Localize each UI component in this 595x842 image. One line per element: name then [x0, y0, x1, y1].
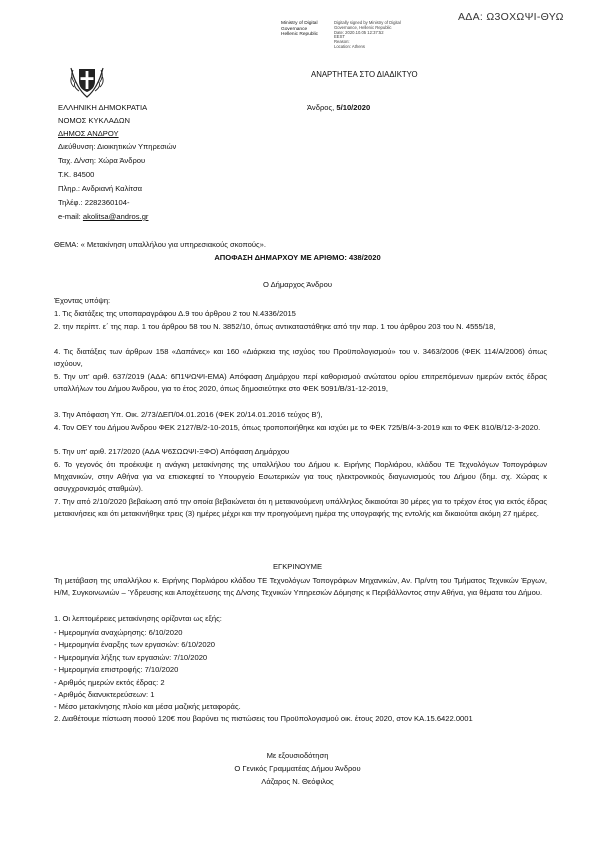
detail-item: - Ημερομηνία αναχώρησης: 6/10/2020: [54, 628, 183, 637]
detail-item: - Ημερομηνία έναρξης των εργασιών: 6/10/2020: [54, 640, 216, 650]
header-email: [58, 212, 148, 221]
signature-org-line: Ministry of Digital: [281, 21, 318, 26]
signature-org-line: Hellenic Republic: [281, 32, 319, 38]
header-info: Πληρ.: Ανδριανή Καλίτσα: [58, 184, 143, 193]
closing-authorization: Με εξουσιοδότηση: [266, 751, 329, 760]
signature-details: [334, 21, 404, 50]
details-list: [54, 627, 547, 714]
subject-line: ΘΕΜΑ: « Μετακίνηση υπαλλήλου για υπηρεσιακούς σκοπούς».: [54, 240, 267, 249]
approve-text: Τη μετάβαση της υπαλλήλου κ. Ειρήνης Πορλιάρου κλάδου ΤΕ Τεχνολόγων Τοπογράφων Μηχανικών, Αν. Πρ/ντη του Τμήματος Τεχνικών Έργων, Η/Μ, Συγκοινωνιών – Ύδρευσης και Αποχέτευσης της Δ/νσης Τεχνικών Υπηρεσιών Δόμησης κ Περιβάλλοντος στην Αθήνα, για θέματα του Δήμου.: [54, 576, 547, 598]
signature-block: [281, 21, 401, 51]
consideration-item: 4. Τον ΟΕΥ του Δήμου Άνδρου ΦΕΚ 2127/Β/2-10-2015, όπως τροποποιήθηκε και ισχύει με το ΦΕΚ 725/Β/4-3-2019 και το ΦΕΚ 810/Β/12-3-2020.: [54, 423, 541, 432]
signature-line: EEST: [334, 34, 345, 40]
header-phone: Τηλέφ.: 2282360104-: [58, 198, 130, 207]
closing-name: Λάζαρος Ν. Θεόφιλος: [261, 777, 334, 786]
detail-item: - Ημερομηνία λήξης των εργασιών: 7/10/2020: [54, 652, 208, 662]
detail-item: - Αριθμός διανυκτερεύσεων: 1: [54, 690, 155, 700]
consideration-item: 1. Τις διατάξεις της υποπαραγράφου Δ.9 του άρθρου 2 του Ν.4336/2015: [54, 309, 296, 318]
place-date-value: 5/10/2020: [336, 103, 371, 112]
header-prefecture: ΝΟΜΟΣ ΚΥΚΛΑΔΩΝ: [58, 116, 130, 125]
mayor-title: Ο Δήμαρχος Άνδρου: [263, 280, 332, 289]
header-republic: ΕΛΛΗΝΙΚΗ ΔΗΜΟΚΡΑΤΙΑ: [58, 103, 148, 112]
signature-line: Digitally signed by Ministry of Digital: [334, 20, 401, 25]
place-date: [307, 103, 370, 112]
budget-text: 2. Διαθέτουμε πίστωση ποσού 120€ που βαρύνει τις πιστώσεις του Προϋπολογισμού οικ. έτους 2020, στον ΚΑ.15.6422.0001: [54, 714, 473, 723]
details-intro: 1. Οι λεπτομέρειες μετακίνησης ορίζονται ως εξής:: [54, 614, 222, 623]
coat-of-arms-emblem: [67, 62, 107, 100]
consideration-item: 4. Τις διατάξεις των άρθρων 158 «Δαπάνες» και 160 «Διάρκεια της ισχύος του Προϋπολογισμού» του ν. 3463/2006 (ΦΕΚ 114/Α/2006) όπως ισχύουν,: [54, 347, 547, 369]
decision-title: ΑΠΟΦΑΣΗ ΔΗΜΑΡΧΟΥ ΜΕ ΑΡΙΘΜΟ: 438/2020: [214, 253, 381, 262]
consideration-item: 5. Την υπ' αριθ. 217/2020 (ΑΔΑ Ψ6ΣΩΩΨΙ-ΞΦΟ) Απόφαση Δημάρχου: [54, 447, 290, 456]
email-link[interactable]: akolitsa@andros.gr: [82, 212, 149, 221]
email-label: e-mail:: [58, 212, 83, 221]
ada-code: ΑΔΑ: Ω3ΟΧΩΨΙ-ΘΥΩ: [458, 11, 564, 23]
consideration-item: 6. Το γεγονός ότι προέκυψε η ανάγκη μετακίνησης της υπαλλήλου του Δήμου κ. Ειρήνης Πορλιάρου, κλάδου ΤΕ Τεχνολόγων Τοπογράφων Μηχανικών, στην Αθήνα για να επισκεφτεί το Υπουργείο Εσωτερικών για τους ηλεκτρονικούς διαγωνισμούς του Δήμου (δημ. σχ. Χώρας κ ασυγχρονισμός σταθμών).: [54, 460, 547, 494]
consideration-item: 7. Την από 2/10/2020 βεβαίωση από την οποία βεβαιώνεται ότι η μετακινούμενη υπάλληλος δικαιούται 30 μέρες για το τρέχον έτος για εκτός έδρας μετακινήσεις και ότι μετακινήθηκε τρεις (3) ημέρες μέχρι και την προηγούμενη ημέρα της υπογραφής της εντολής και δικαιούται ακόμη 27 ημέρες.: [54, 497, 547, 519]
consideration-item: 5. Την υπ' αριθ. 637/2019 (ΑΔΑ: 6Π1ΨΩΨΙ-ΕΜΑ) Απόφαση Δημάρχου περί καθορισμού ανώτατου ορίου επιτρεπόμενων ημερών εκτός έδρας υπαλλήλων του Δήμου Άνδρου, για το έτος 2020, όπως δημοσιεύτηκε στο ΦΕΚ 5091/Β/31-12-2019,: [54, 372, 547, 394]
place-date-prefix: Άνδρος,: [307, 103, 337, 112]
header-address: Ταχ. Δ/νση: Χώρα Άνδρου: [58, 156, 146, 165]
detail-item: - Αριθμός ημερών εκτός έδρας: 2: [54, 677, 165, 687]
consideration-item: 2. την περίπτ. ε΄ της παρ. 1 του άρθρου 58 του Ν. 3852/10, όπως αντικαταστάθηκε από την παρ. 1 του άρθρου 203 του Ν. 4555/18,: [54, 322, 496, 331]
signature-line: Date: 2020.10.05 12:37:52: [334, 29, 384, 35]
detail-item: - Ημερομηνία επιστροφής: 7/10/2020: [54, 665, 179, 675]
header-directorate: Διεύθυνση: Διοικητικών Υπηρεσιών: [58, 142, 177, 151]
header-postcode: Τ.Κ. 84500: [58, 170, 95, 179]
approve-heading: ΕΓΚΡΙΝΟΥΜΕ: [272, 562, 323, 571]
signature-line: Location: Athens: [334, 44, 365, 50]
header-municipality: ΔΗΜΟΣ ΑΝΔΡΟΥ: [58, 129, 119, 138]
signature-org: [281, 21, 329, 38]
considering-heading: Έχοντας υπόψη:: [54, 296, 111, 305]
signature-line: Reason:: [334, 39, 350, 45]
consideration-item: 3. Την Απόφαση Υπ. Οικ. 2/73/ΔΕΠ/04.01.2016 (ΦΕΚ 20/14.01.2016 τεύχος Β'),: [54, 410, 323, 419]
signature-line: Governance, Hellenic Republic: [334, 24, 392, 30]
closing-role: Ο Γενικός Γραμματέας Δήμου Άνδρου: [234, 764, 361, 773]
posted-online-notice: ΑΝΑΡΤΗΤΕΑ ΣΤΟ ΔΙΑΔΙΚΤΥΟ: [311, 70, 418, 79]
signature-org-line: Governance: [281, 26, 308, 32]
detail-item: - Μέσο μετακίνησης πλοίο και μέσα μαζικής μεταφοράς.: [54, 702, 241, 712]
